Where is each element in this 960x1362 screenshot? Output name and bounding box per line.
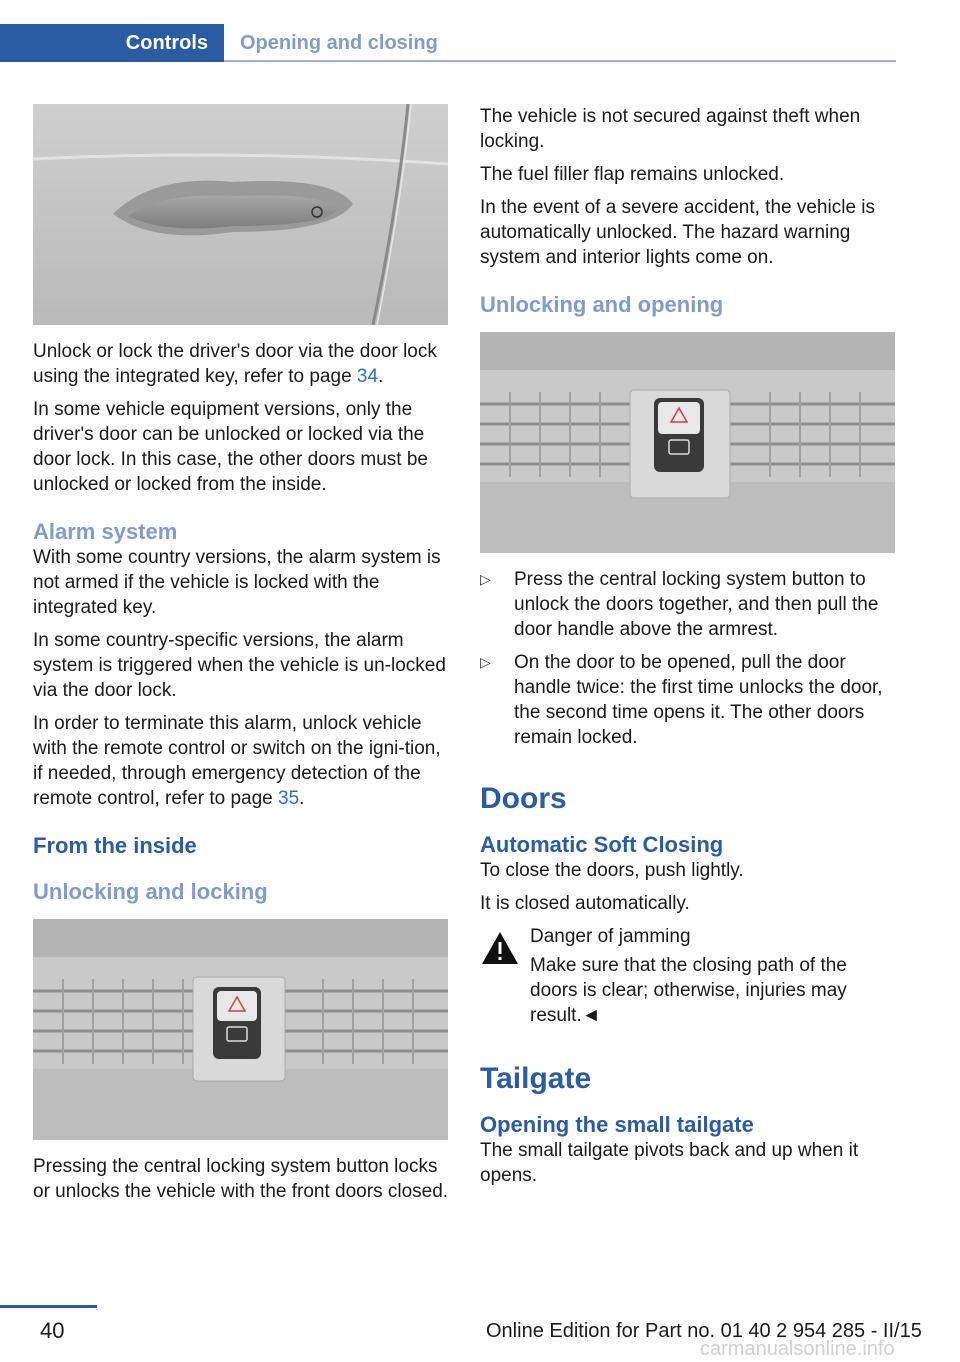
warning-title: Danger of jamming bbox=[530, 926, 691, 947]
footer-divider bbox=[0, 1305, 97, 1308]
paragraph: To close the doors, push lightly. bbox=[480, 860, 744, 881]
right-column bbox=[480, 104, 896, 1196]
door-handle-image bbox=[33, 104, 448, 325]
alarm-heading: Alarm system bbox=[33, 519, 178, 544]
list-item: ▷ Press the central locking system button to unlock the doors together, and then pull the door handle above the armrest. bbox=[480, 569, 879, 640]
page-header bbox=[0, 0, 960, 62]
warning-text: Make sure that the closing path of the doors is clear; otherwise, injuries may result.◄ bbox=[530, 955, 847, 1026]
paragraph: The small tailgate pivots back and up when it opens. bbox=[480, 1140, 859, 1186]
warning-box bbox=[480, 924, 896, 949]
small-tailgate-heading: Opening the small tailgate bbox=[480, 1112, 754, 1137]
left-column bbox=[33, 104, 449, 1212]
page-link[interactable]: 34 bbox=[356, 366, 379, 387]
paragraph: Unlock or lock the driver's door via the door lock using the integrated key, refer to page 34. bbox=[33, 341, 437, 387]
open-heading: Unlocking and opening bbox=[480, 292, 724, 317]
paragraph: With some country versions, the alarm system is not armed if the vehicle is locked with the integrated key. bbox=[33, 547, 441, 618]
paragraph: In some vehicle equipment versions, only the driver's door can be unlocked or locked via the door lock. In this case, the other doors must be unlocked or locked from the inside. bbox=[33, 399, 428, 495]
paragraph: Pressing the central locking system button locks or unlocks the vehicle with the front doors closed. bbox=[33, 1156, 449, 1202]
paragraph: In order to terminate this alarm, unlock vehicle with the remote control or switch on the igni-tion, if needed, through emergency detection of the remote control, refer to page 35. bbox=[33, 713, 441, 809]
step-triangle-icon: ▷ bbox=[480, 571, 491, 587]
tailgate-heading: Tailgate bbox=[480, 1062, 592, 1095]
section-tab: Controls bbox=[0, 24, 224, 62]
header-divider bbox=[224, 60, 896, 62]
list-item: ▷ On the door to be opened, pull the door handle twice: the first time unlocks the door, the second time opens it. The other doors remain locked. bbox=[480, 652, 883, 748]
watermark: carmanualsonline.info bbox=[700, 1338, 895, 1360]
page-link[interactable]: 35 bbox=[278, 788, 300, 809]
warning-triangle-icon bbox=[480, 930, 520, 966]
inside-heading: From the inside bbox=[33, 833, 197, 858]
unlock-heading: Unlocking and locking bbox=[33, 879, 268, 904]
doors-heading: Doors bbox=[480, 782, 567, 815]
edition-text: Online Edition for Part no. 01 40 2 954 285 - II/15 bbox=[486, 1320, 922, 1342]
page-number: 40 bbox=[40, 1318, 65, 1343]
paragraph: In the event of a severe accident, the vehicle is automatically unlocked. The hazard warning system and interior lights come on. bbox=[480, 197, 876, 268]
central-lock-button-image bbox=[33, 919, 448, 1140]
step-triangle-icon: ▷ bbox=[480, 654, 491, 670]
central-lock-button-image bbox=[480, 332, 895, 553]
subsection-tab: Opening and closing bbox=[240, 31, 438, 54]
paragraph: It is closed automatically. bbox=[480, 893, 690, 914]
paragraph: In some country-specific versions, the alarm system is triggered when the vehicle is un-locked via the door lock. bbox=[33, 630, 446, 701]
soft-closing-heading: Automatic Soft Closing bbox=[480, 832, 724, 857]
step-list bbox=[480, 567, 896, 750]
paragraph: The vehicle is not secured against theft when locking. bbox=[480, 106, 861, 152]
paragraph: The fuel filler flap remains unlocked. bbox=[480, 164, 785, 185]
